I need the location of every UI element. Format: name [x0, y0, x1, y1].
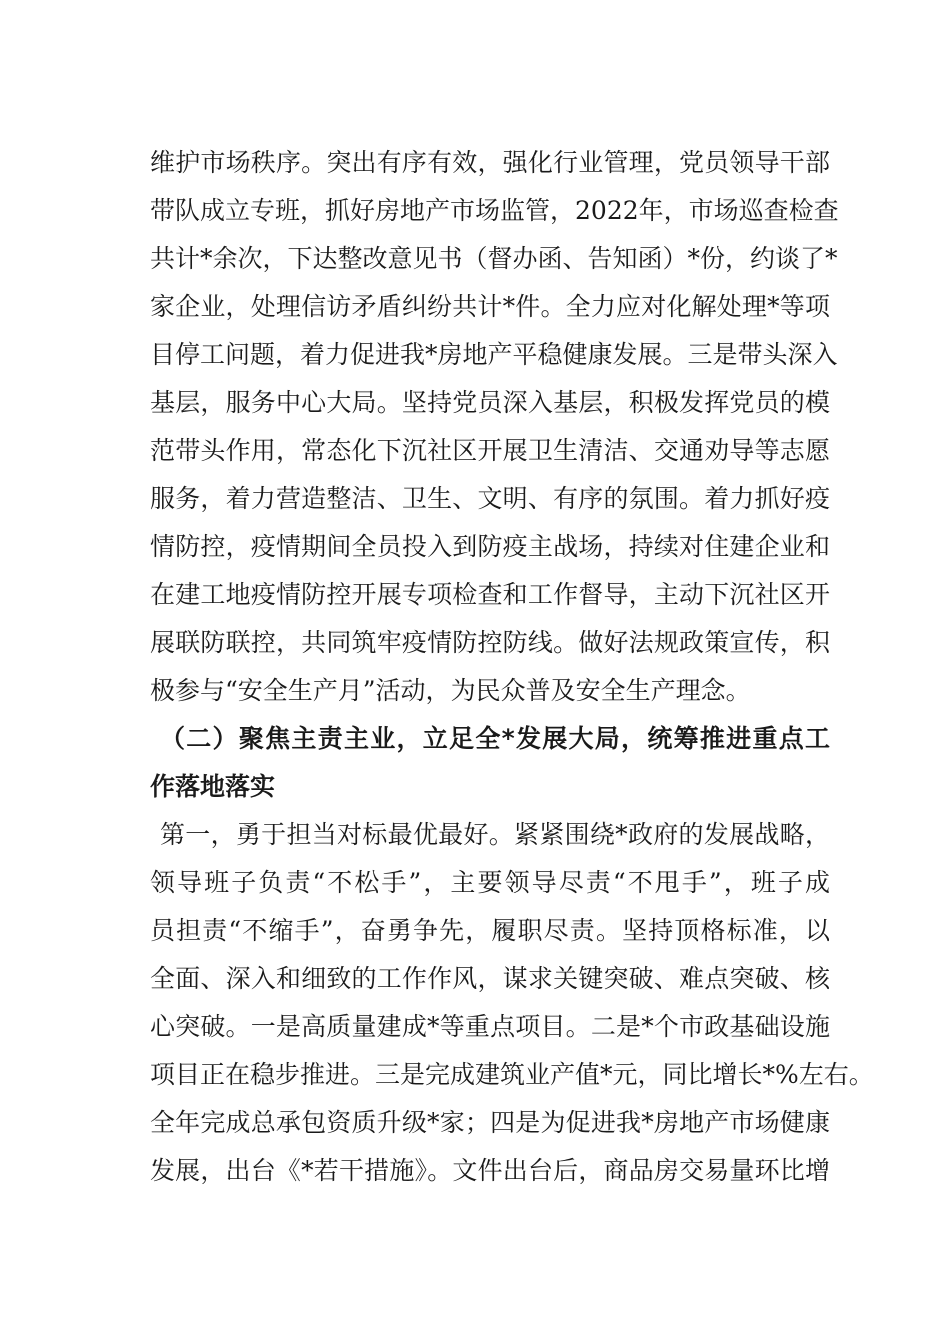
body-text-line: 发展，出台《*若干措施》。文件出台后，商品房交易量环比增 — [150, 1156, 830, 1185]
body-text-line: 带队成立专班，抓好房地产市场监管，2022年，市场巡查检查 — [150, 196, 839, 225]
body-text-line: 第一，勇于担当对标最优最好。紧紧围绕*政府的发展战略， — [160, 820, 830, 849]
body-text-line: 员担责“不缩手”，奋勇争先，履职尽责。坚持顶格标准，以 — [150, 916, 830, 945]
body-text-line: 目停工问题，着力促进我*房地产平稳健康发展。三是带头深入 — [150, 340, 838, 369]
body-text-line: 基层，服务中心大局。坚持党员深入基层，积极发挥党员的模 — [150, 388, 830, 417]
section-heading: （二）聚焦主责主业，立足全*发展大局，统筹推进重点工 — [160, 724, 830, 753]
body-text-line: 范带头作用，常态化下沉社区开展卫生清洁、交通劝导等志愿 — [150, 436, 830, 465]
body-text-line: 项目正在稳步推进。三是完成建筑业产值*元，同比增长*%左右。 — [150, 1060, 874, 1089]
body-text-line: 领导班子负责“不松手”，主要领导尽责“不甩手”，班子成 — [150, 868, 830, 897]
body-text-line: 全年完成总承包资质升级*家；四是为促进我*房地产市场健康 — [150, 1108, 830, 1137]
body-text-line: 情防控，疫情期间全员投入到防疫主战场，持续对住建企业和 — [150, 532, 830, 561]
body-text-line: 心突破。一是高质量建成*等重点项目。二是*个市政基础设施 — [150, 1012, 830, 1041]
body-text-line: 家企业，处理信访矛盾纠纷共计*件。全力应对化解处理*等项 — [150, 292, 830, 321]
body-text-line: 极参与“安全生产月”活动，为民众普及安全生产理念。 — [150, 676, 751, 705]
body-text-line: 在建工地疫情防控开展专项检查和工作督导，主动下沉社区开 — [150, 580, 830, 609]
section-heading: 作落地落实 — [150, 772, 276, 801]
body-text-line: 全面、深入和细致的工作作风，谋求关键突破、难点突破、核 — [150, 964, 830, 993]
body-text-line: 展联防联控，共同筑牢疫情防控防线。做好法规政策宣传，积 — [150, 628, 830, 657]
body-text-line: 共计*余次，下达整改意见书（督办函、告知函）*份，约谈了* — [150, 244, 838, 273]
body-text-line: 服务，着力营造整洁、卫生、文明、有序的氛围。着力抓好疫 — [150, 484, 830, 513]
body-text-line: 维护市场秩序。突出有序有效，强化行业管理，党员领导干部 — [150, 148, 830, 177]
